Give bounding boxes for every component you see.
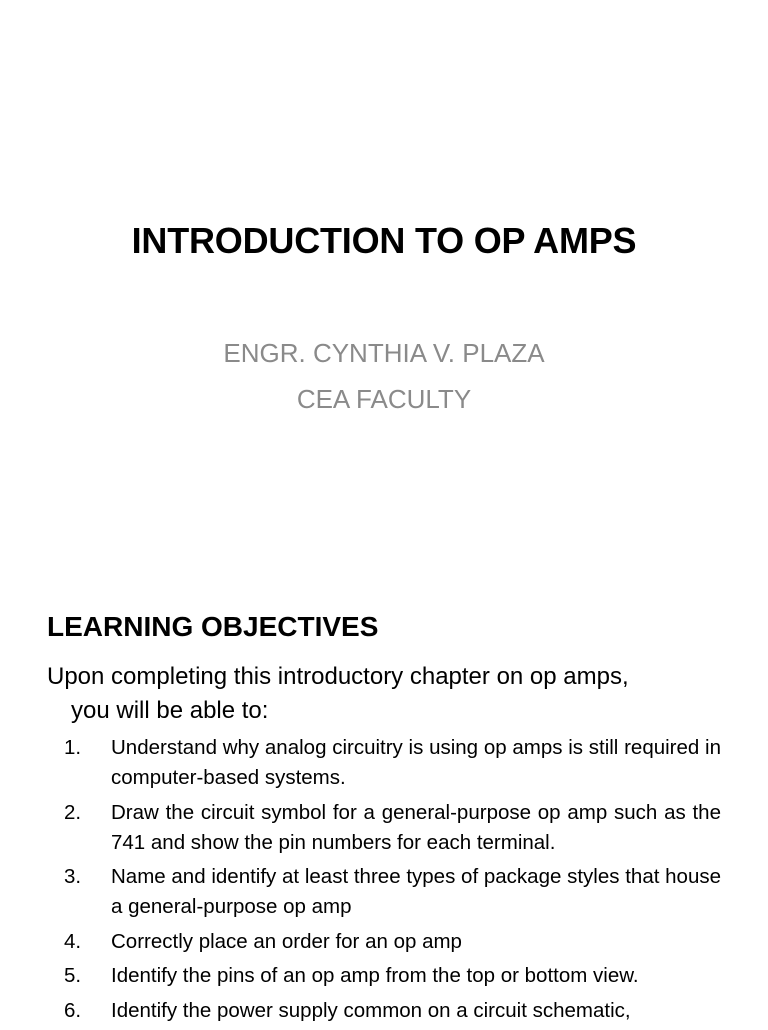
item-text: Draw the circuit symbol for a general-purpose op amp such as the 741 and show the pin numbers for each terminal. [111, 800, 721, 854]
list-item [64, 862, 721, 922]
item-number: 3. [64, 865, 82, 888]
item-number: 6. [64, 998, 82, 1022]
list-item [64, 961, 721, 991]
objectives-list [64, 733, 721, 1030]
author-affiliation: CEA FACULTY [296, 384, 472, 414]
list-item [64, 996, 721, 1026]
item-text: Understand why analog circuitry is using op amps is still required in computer-based systems. [111, 736, 721, 789]
list-item [64, 798, 721, 858]
item-text: Identify the pins of an op amp from the top or bottom view. [111, 964, 639, 987]
slide-title: INTRODUCTION TO OP AMPS [131, 220, 637, 261]
objectives-intro [47, 660, 721, 728]
item-number: 5. [64, 964, 82, 987]
item-number: 4. [64, 929, 82, 953]
section-heading: LEARNING OBJECTIVES [47, 611, 379, 642]
item-number: 2. [64, 800, 82, 824]
item-text: Correctly place an order for an op amp [111, 929, 462, 953]
item-text: Identify the power supply common on a circuit schematic, [111, 998, 631, 1022]
author-name: ENGR. CYNTHIA V. PLAZA [223, 338, 545, 368]
intro-line-2: you will be able to: [71, 697, 269, 724]
item-number: 1. [64, 736, 82, 759]
list-item [64, 927, 721, 957]
list-item [64, 733, 721, 793]
intro-line-1: Upon completing this introductory chapter on op amps, [47, 663, 629, 690]
item-text: Name and identify at least three types of package styles that house a general-purpose op amp [111, 865, 721, 918]
